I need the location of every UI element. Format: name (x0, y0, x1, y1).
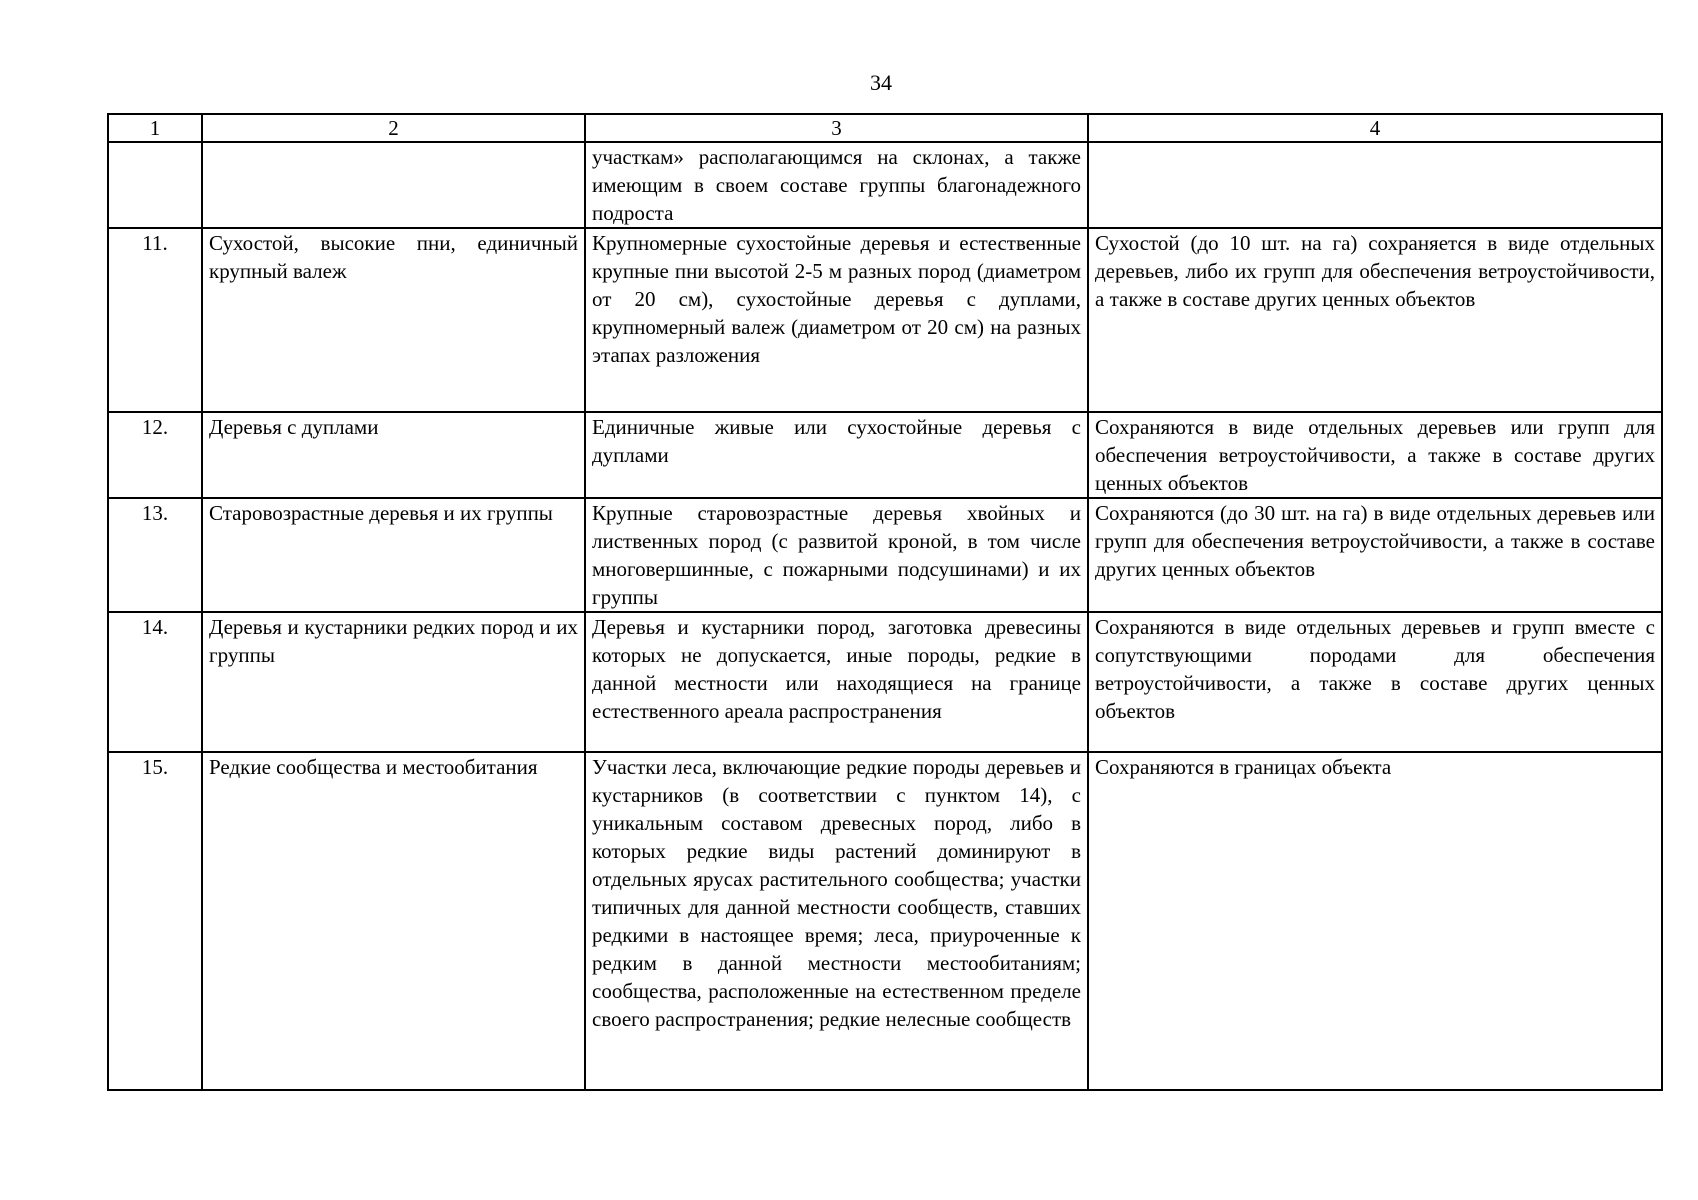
object-description: Крупномерные сухостойные деревья и естественные крупные пни высотой 2-5 м разных пород (диаметром от 20 см), сухостойные деревья с дуплами, крупномерный валеж (диаметром от 20 см) на разных этапах разложения (585, 228, 1088, 412)
object-description: Участки леса, включающие редкие породы деревьев и кустарников (в соответствии с пунктом 14), с уникальным составом древесных пород, либо в которых редкие виды растений доминируют в отдельных ярусах растительного сообщества; участки типичных для данной местности сообществ, ставших редкими в настоящее время; леса, приуроченные к редким в данной местности местообитаниям; сообщества, расположенные на естественном пределе своего распространения; редкие нелесные сообществ (585, 752, 1088, 1090)
table-row (108, 228, 1662, 412)
column-header: 1 (108, 114, 202, 142)
object-description: Единичные живые или сухостойные деревья с дуплами (585, 412, 1088, 498)
row-number: 15. (108, 752, 202, 1090)
row-number: 14. (108, 612, 202, 752)
column-header: 2 (202, 114, 585, 142)
object-name: Сухостой, высокие пни, единичный крупный валеж (202, 228, 585, 412)
row-number (108, 142, 202, 228)
preservation-measures (1088, 142, 1662, 228)
object-name (202, 142, 585, 228)
preservation-measures: Сохраняются в виде отдельных деревьев и групп вместе с сопутствующими породами для обеспечения ветроустойчивости, а также в составе других ценных объектов (1088, 612, 1662, 752)
object-description: Деревья и кустарники пород, заготовка древесины которых не допускается, иные породы, редкие в данной местности или находящиеся на границе естественного ареала распространения (585, 612, 1088, 752)
table-header-row (108, 114, 1662, 142)
preservation-measures: Сохраняются в границах объекта (1088, 752, 1662, 1090)
page-number: 34 (870, 70, 892, 95)
column-header: 3 (585, 114, 1088, 142)
preservation-measures: Сохраняются в виде отдельных деревьев или групп для обеспечения ветроустойчивости, а также в составе других ценных объектов (1088, 412, 1662, 498)
row-number: 11. (108, 228, 202, 412)
table-row (108, 498, 1662, 612)
table-row (108, 612, 1662, 752)
preservation-measures: Сохраняются (до 30 шт. на га) в виде отдельных деревьев или групп для обеспечения ветроустойчивости, а также в составе других ценных объектов (1088, 498, 1662, 612)
object-name: Деревья с дуплами (202, 412, 585, 498)
object-description: участкам» располагающимся на склонах, а также имеющим в своем составе группы благонадежного подроста (585, 142, 1088, 228)
object-description: Крупные старовозрастные деревья хвойных и лиственных пород (с развитой кроной, в том числе многовершинные, с пожарными подсушинами) и их группы (585, 498, 1088, 612)
preservation-measures: Сухостой (до 10 шт. на га) сохраняется в виде отдельных деревьев, либо их групп для обеспечения ветроустойчивости, а также в составе других ценных объектов (1088, 228, 1662, 412)
row-number: 12. (108, 412, 202, 498)
row-number: 13. (108, 498, 202, 612)
object-name: Старовозрастные деревья и их группы (202, 498, 585, 612)
object-name: Деревья и кустарники редких пород и их группы (202, 612, 585, 752)
column-header: 4 (1088, 114, 1662, 142)
object-name: Редкие сообщества и местообитания (202, 752, 585, 1090)
table-row (108, 752, 1662, 1090)
table-row (108, 142, 1662, 228)
table-row (108, 412, 1662, 498)
document-table (107, 113, 1663, 1091)
